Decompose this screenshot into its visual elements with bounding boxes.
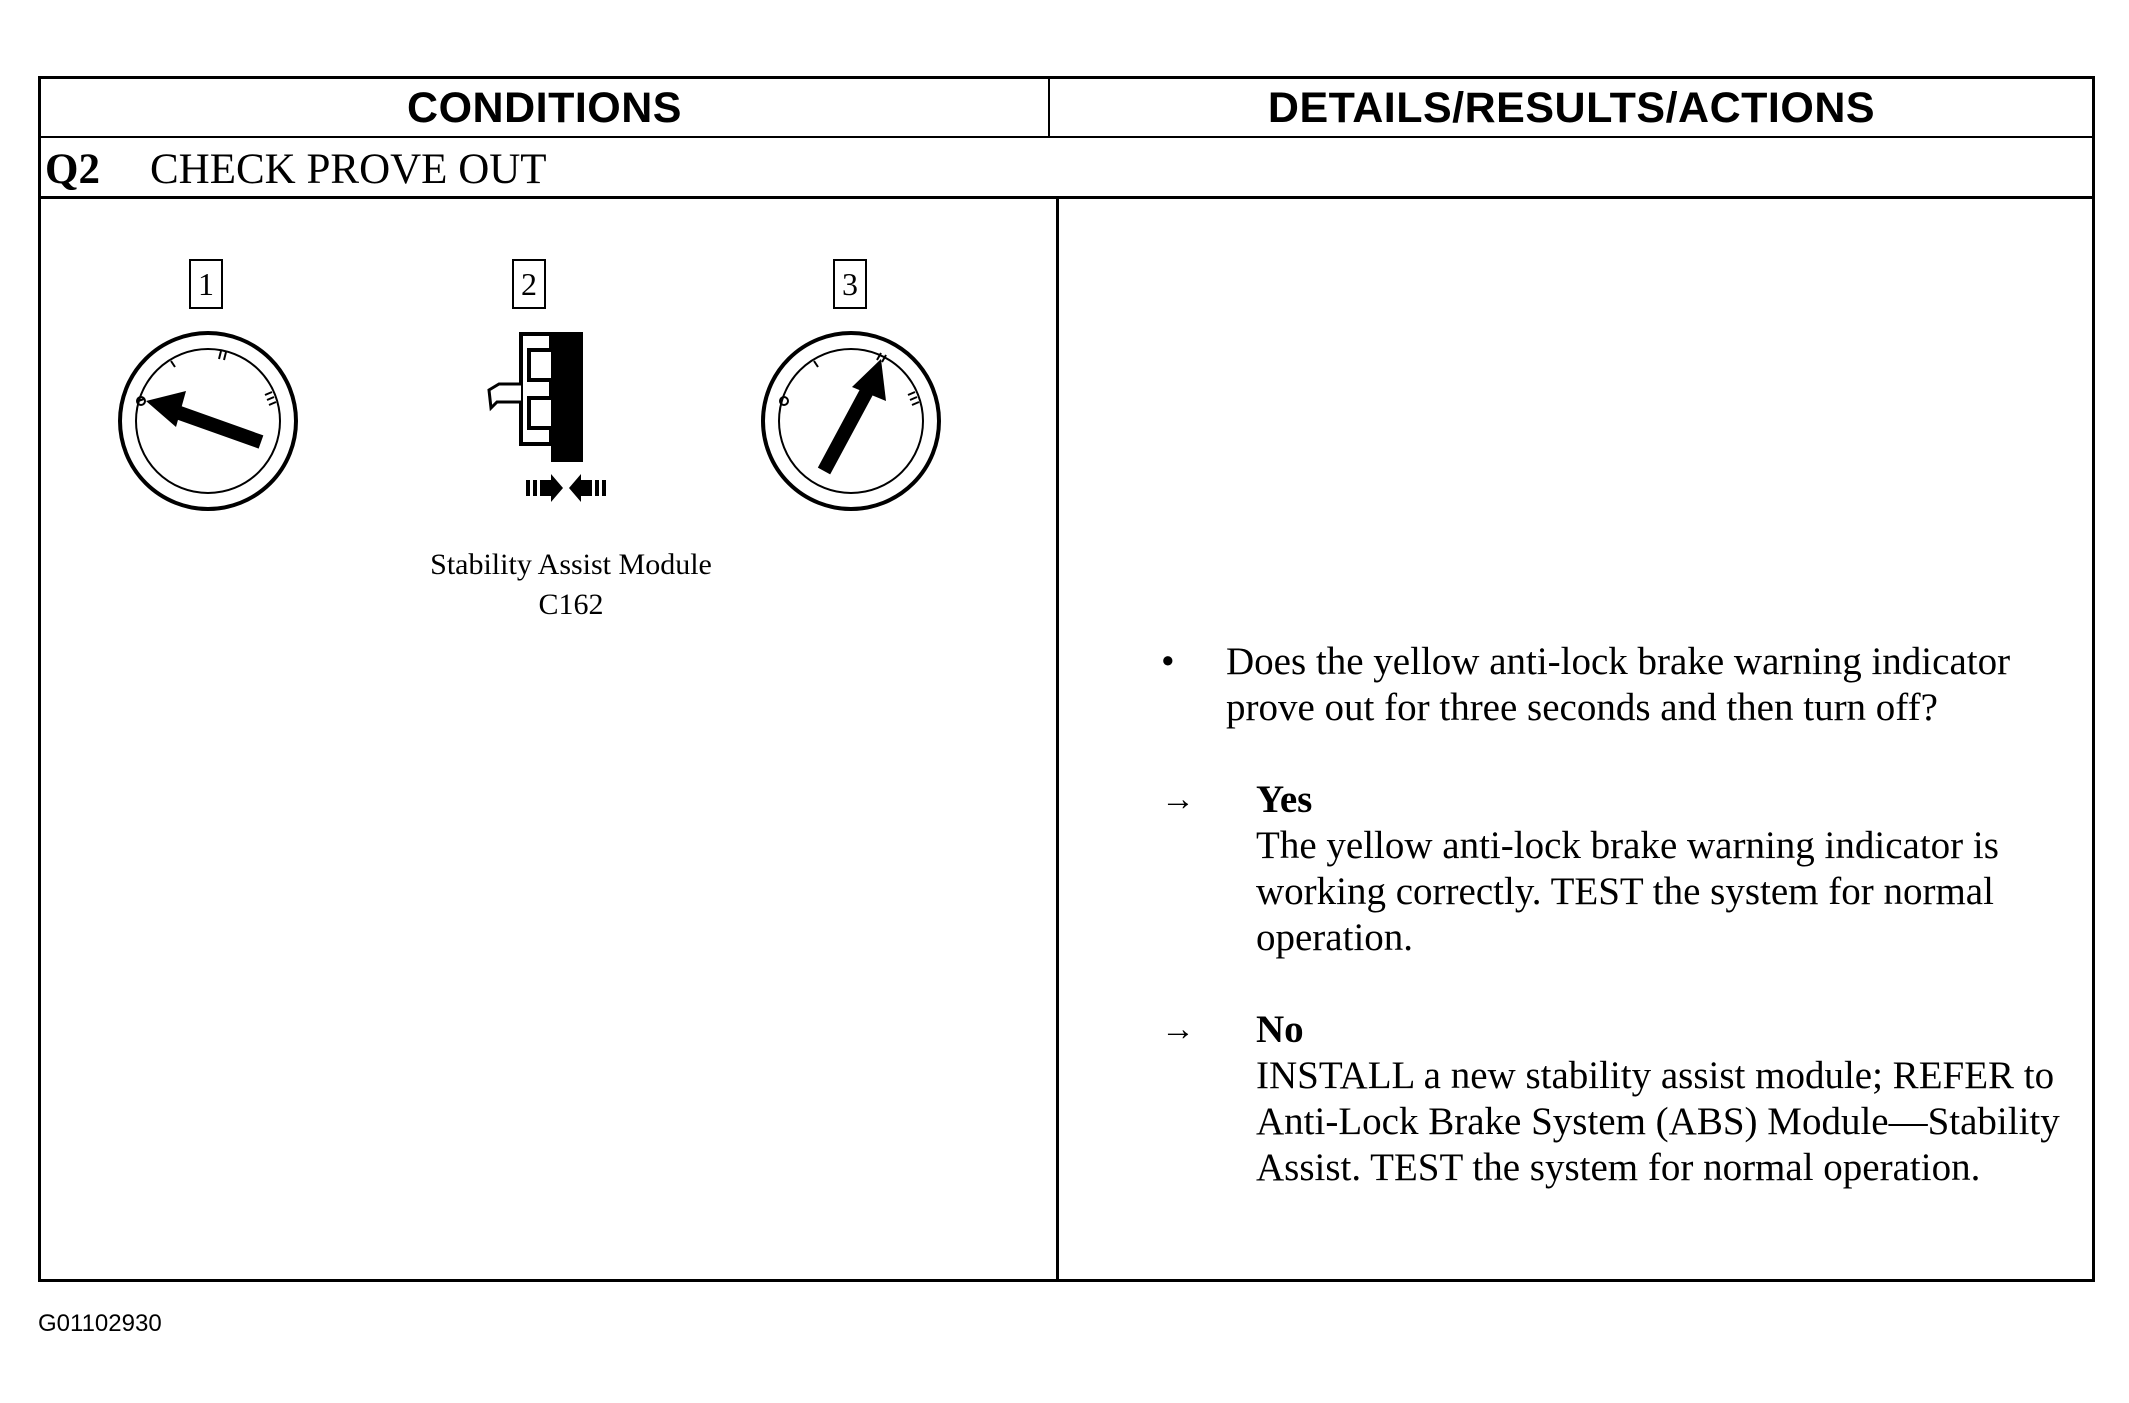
ignition-off-icon bbox=[116, 329, 301, 514]
yes-label: Yes bbox=[1256, 778, 1313, 821]
no-label: No bbox=[1256, 1008, 1304, 1051]
column-divider bbox=[1056, 198, 1059, 1279]
module-name: Stability Assist Module bbox=[430, 548, 712, 581]
no-text: INSTALL a new stability assist module; REFER to Anti-Lock Brake System (ABS) Module—Stability Assist. TEST the system for normal operation. bbox=[1256, 1054, 2060, 1189]
conditions-header: CONDITIONS bbox=[407, 83, 682, 132]
step-row bbox=[45, 143, 547, 195]
question-text: Does the yellow anti-lock brake warning indicator prove out for three seconds and then turn off? bbox=[1226, 640, 2011, 729]
step-number: Q2 bbox=[45, 145, 100, 193]
header-divider bbox=[41, 136, 2092, 138]
step-divider bbox=[41, 196, 2092, 199]
question-item bbox=[1161, 639, 2091, 731]
yes-text: The yellow anti-lock brake warning indicator is working correctly. TEST the system for normal operation. bbox=[1256, 824, 1999, 959]
details-content bbox=[1161, 639, 2091, 1237]
callout-1: 1 bbox=[189, 259, 223, 309]
arrow-right-icon: → bbox=[1161, 781, 1195, 818]
ignition-run-icon bbox=[759, 329, 944, 514]
bullet-icon: • bbox=[1161, 640, 1175, 683]
figure-code: G01102930 bbox=[38, 1310, 162, 1337]
no-answer bbox=[1161, 1007, 2091, 1191]
callout-2: 2 bbox=[512, 259, 546, 309]
diagnostic-table bbox=[38, 76, 2095, 1282]
header-column-divider bbox=[1048, 79, 1050, 138]
connector-id: C162 bbox=[538, 588, 604, 621]
connector-disconnect-icon bbox=[451, 332, 631, 522]
arrow-right-icon: → bbox=[1161, 1011, 1195, 1048]
details-header: DETAILS/RESULTS/ACTIONS bbox=[1267, 83, 1876, 132]
callout-3: 3 bbox=[833, 259, 867, 309]
step-title: CHECK PROVE OUT bbox=[150, 145, 547, 193]
yes-answer bbox=[1161, 777, 2091, 961]
